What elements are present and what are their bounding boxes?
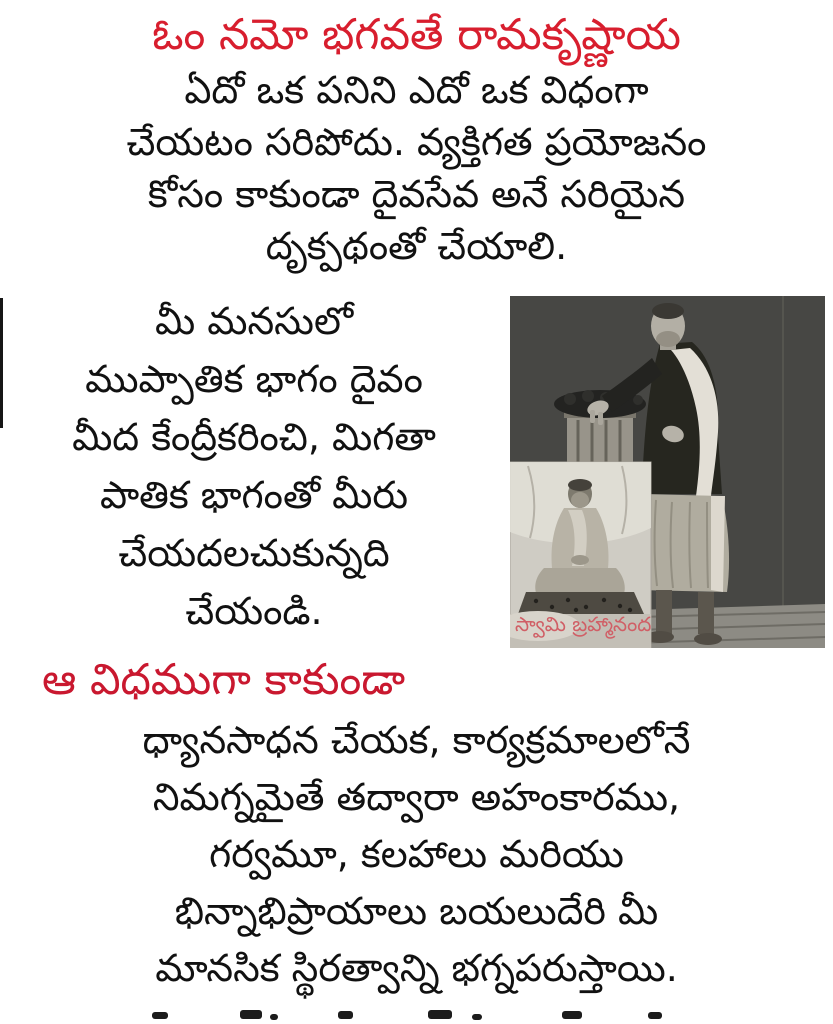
text-line: కోసం కాకుండా దైవసేవ అనే సరియైన xyxy=(147,172,686,216)
beard xyxy=(656,331,680,347)
text-line: ఏదో ఒక పనిని ఎదో ఒక విధంగా xyxy=(184,68,649,112)
text-line: గర్వమూ, కలహాలు మరియు xyxy=(209,832,624,876)
warning-subheading: ఆ విధముగా కాకుండా xyxy=(42,655,406,705)
seated-hair xyxy=(568,479,592,491)
seated-face xyxy=(571,492,589,508)
text-line: దృక్పథంతో చేయాలి. xyxy=(265,224,568,268)
clasped-hands xyxy=(571,555,589,565)
text-line: ధ్యానసాధన చేయక, కార్యక్రమాలలోనే xyxy=(142,718,691,762)
text-line: మీ మనసులో xyxy=(154,299,354,343)
cropped-bottom-text-line xyxy=(0,1008,833,1024)
mind-focus-paragraph xyxy=(0,292,508,640)
scan-edge-artifact xyxy=(0,298,3,428)
text-line: మీద కేంద్రీకరించి, మిగతా xyxy=(72,415,436,459)
closing-paragraph xyxy=(0,712,833,997)
text-line: పాతిక భాగంతో మీరు xyxy=(99,473,409,517)
text-line: ముప్పాతిక భాగం దైవం xyxy=(85,357,423,401)
text-line: భిన్నాభిప్రాయాలు బయలుదేరి మీ xyxy=(174,889,659,933)
shawl-tail xyxy=(711,496,725,592)
text-line: నిమగ్నమైతే తద్వారా అహంకారము, xyxy=(152,775,681,819)
crossed-legs xyxy=(535,568,625,596)
text-line: చేయదలచుకున్నది xyxy=(118,531,390,575)
intro-paragraph xyxy=(0,64,833,272)
photo-ramakrishna-with-brahmananda-inset xyxy=(510,296,825,648)
invocation-title: ఓం నమో భగవతే రామకృష్ణాయ xyxy=(152,10,681,60)
photo-illustration xyxy=(510,296,825,648)
hair xyxy=(652,303,684,319)
text-line: చేయండి. xyxy=(185,589,323,633)
text-line: మానసిక స్థిరత్వాన్ని భగ్నపరుస్తాయి. xyxy=(155,946,678,990)
text-line: చేయటం సరిపోదు. వ్యక్తిగత ప్రయోజనం xyxy=(126,120,707,164)
photo-caption: స్వామి బ్రహ్మానంద xyxy=(515,612,652,636)
foot xyxy=(694,633,722,645)
leg xyxy=(698,592,714,634)
